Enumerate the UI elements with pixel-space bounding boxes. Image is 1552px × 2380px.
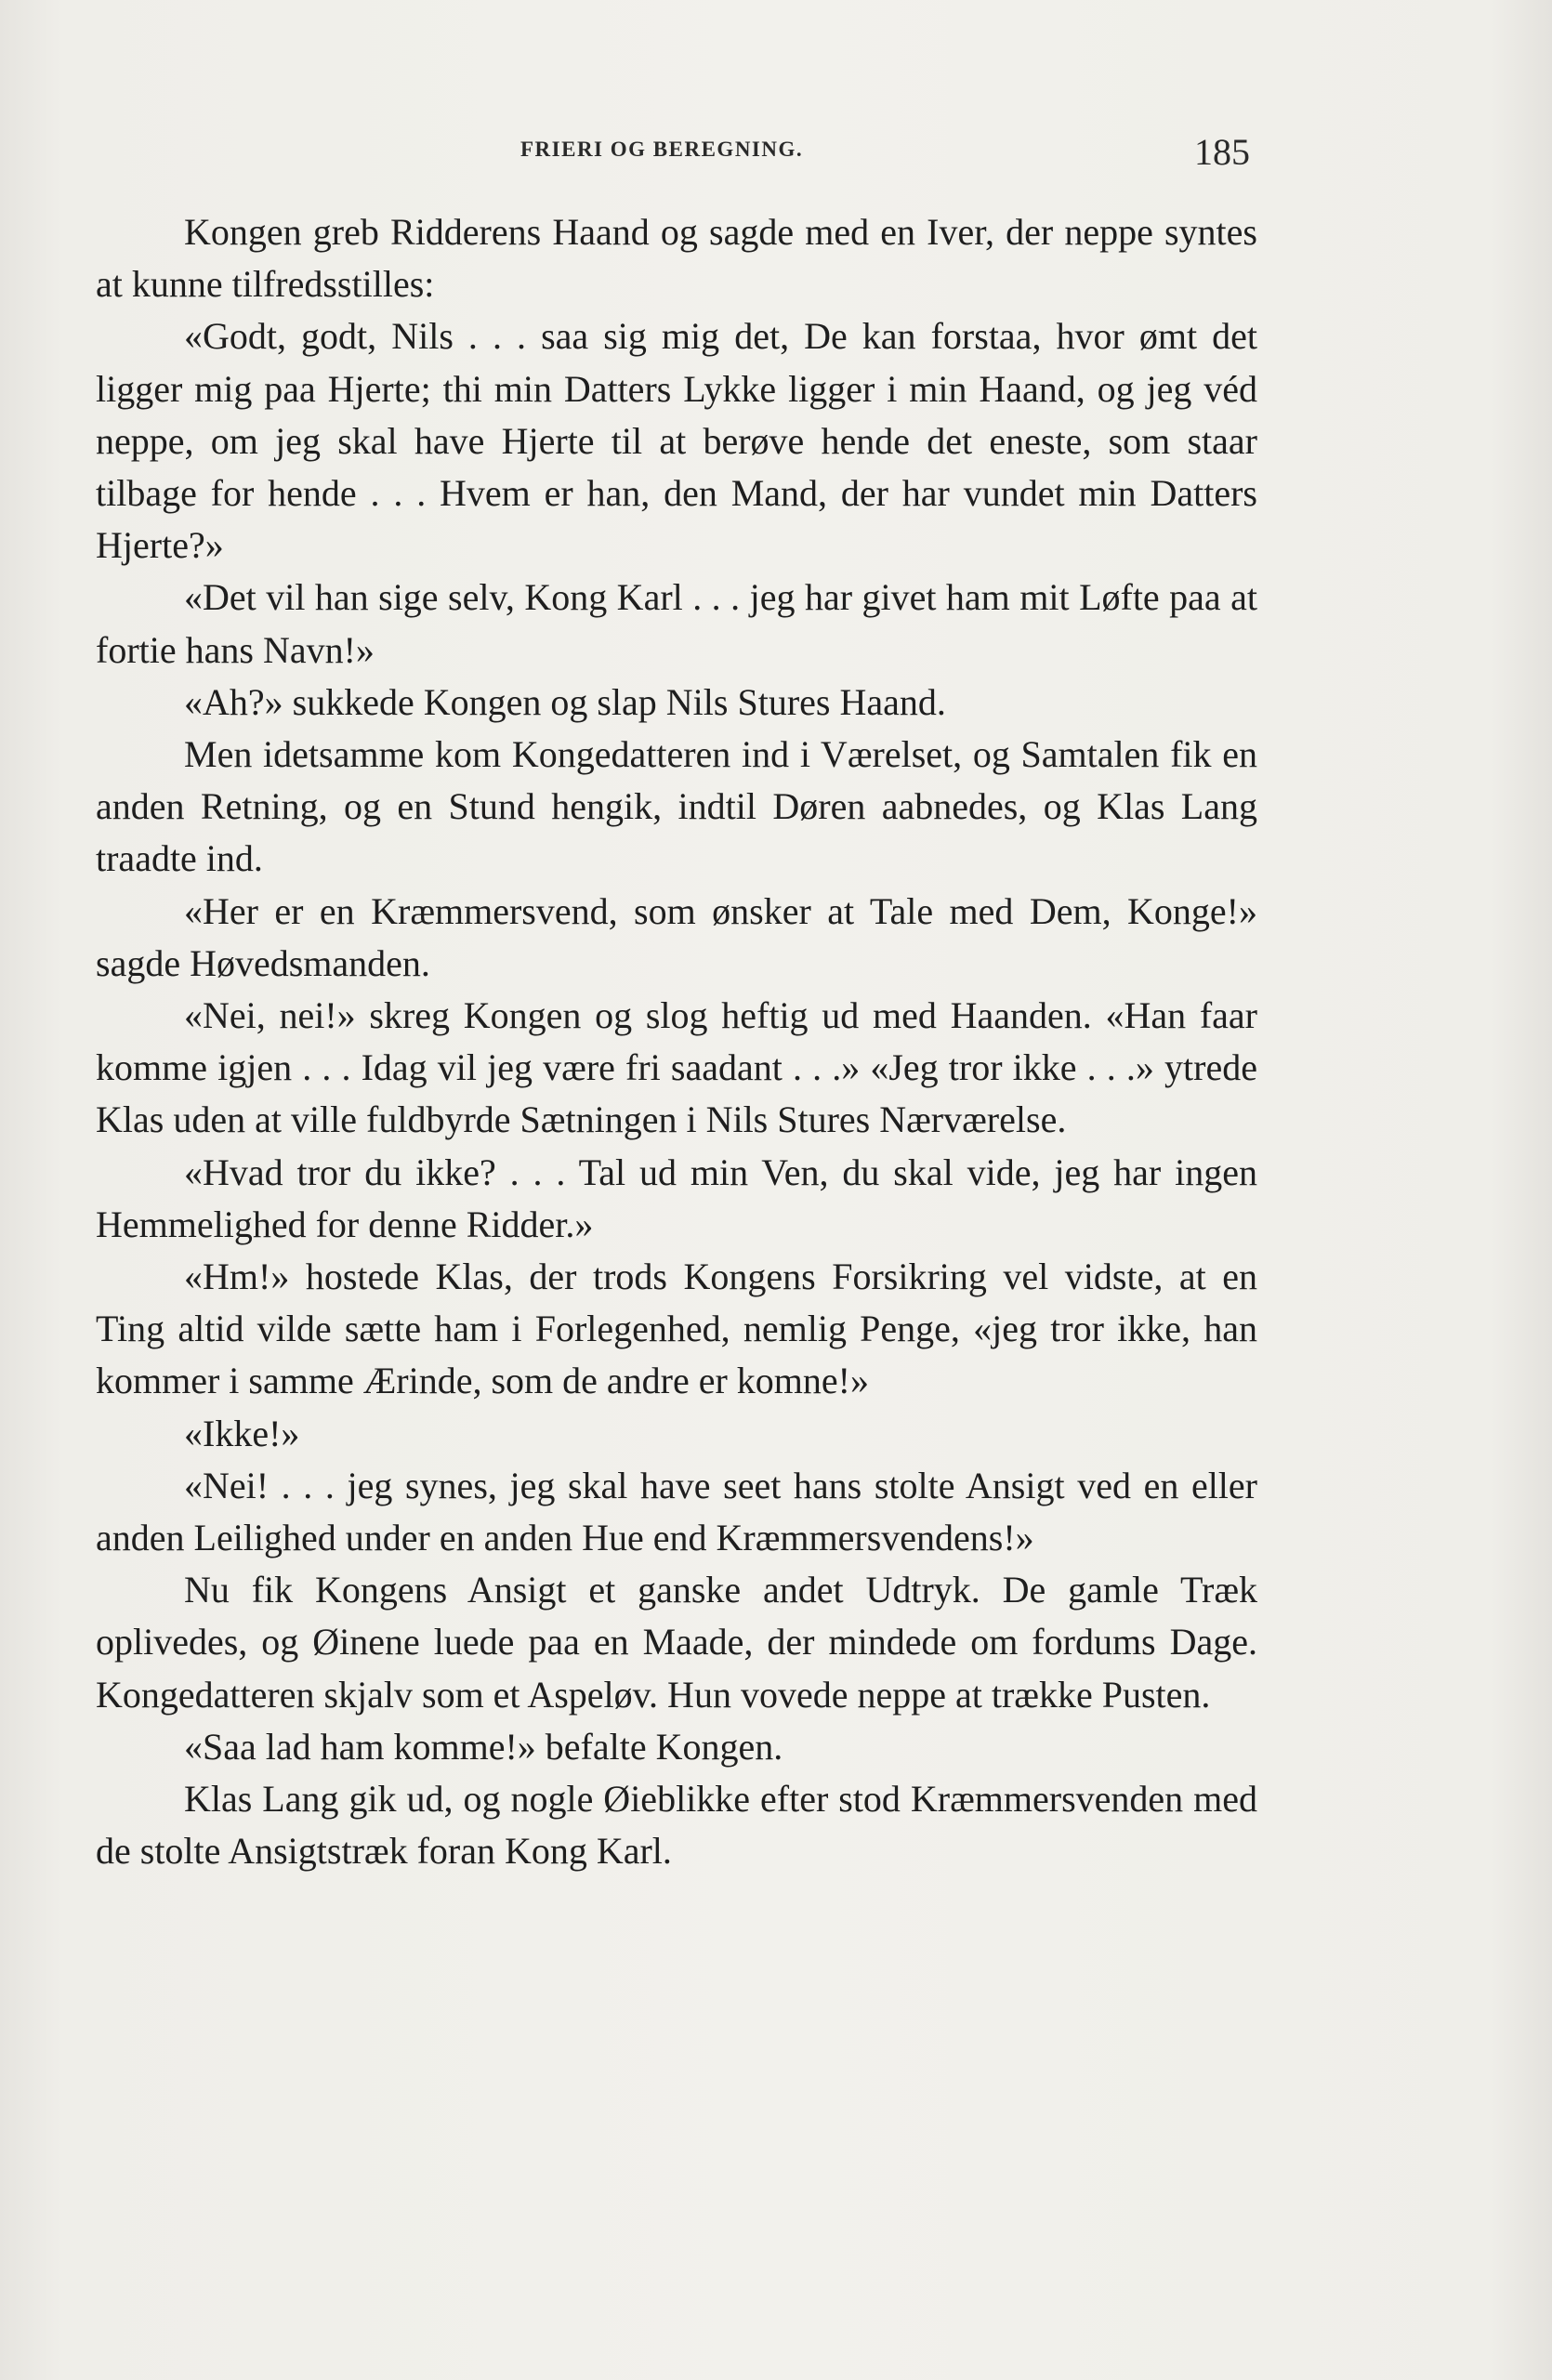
paragraph: «Hvad tror du ikke? . . . Tal ud min Ven, du skal vide, jeg har ingen Hemmelighed for denne Ridder.» (96, 1151, 1257, 1245)
paragraph: Klas Lang gik ud, og nogle Øieblikke efter stod Kræmmersvenden med de stolte Ansigtstræk foran Kong Karl. (96, 1778, 1257, 1873)
paragraph: «Her er en Kræmmersvend, som ønsker at Tale med Dem, Konge!» sagde Høvedsmanden. (96, 889, 1257, 984)
paragraph: «Det vil han sige selv, Kong Karl . . . jeg har givet ham mit Løfte paa at fortie hans Navn!» (96, 576, 1257, 671)
paragraph: «Hm!» hostede Klas, der trods Kongens Forsikring vel vidste, at en Ting altid vilde sætte ham i Forlegenhed, nemlig Penge, «jeg tror ikke, han kommer i samme Ærinde, som de andre er komne!» (96, 1256, 1257, 1402)
paragraph: «Nei! . . . jeg synes, jeg skal have seet hans stolte Ansigt ved en eller anden Leilighed under en anden Hue end Kræmmersvendens!» (96, 1464, 1257, 1559)
paragraph: «Nei, nei!» skreg Kongen og slog heftig ud med Haanden. «Han faar komme igjen . . . Idag vil jeg være fri saadant . . .» «Jeg tror ikke . . .» ytrede Klas uden at ville fuldbyrde Sætningen i Nils Stures Nærværelse. (96, 994, 1257, 1141)
paragraph: «Godt, godt, Nils . . . saa sig mig det, De kan forstaa, hvor ømt det ligger mig paa Hjerte; thi min Datters Lykke ligger i min Haand, og jeg véd neppe, om jeg skal have Hjerte til at berøve hende det eneste, som staar tilbage for hende . . . Hvem er han, den Mand, der har vundet min Datters Hjerte?» (96, 315, 1257, 567)
paragraph: Nu fik Kongens Ansigt et ganske andet Udtryk. De gamle Træk oplivedes, og Øinene luede paa en Maade, der mindede om fordums Dage. Kongedatteren skjalv som et Aspeløv. Hun vovede neppe at trække Pusten. (96, 1569, 1257, 1716)
running-head (0, 131, 1552, 175)
running-title: FRIERI OG BEREGNING. (520, 138, 804, 161)
paragraph: «Ah?» sukkede Kongen og slap Nils Stures Haand. (184, 680, 946, 723)
paragraph: «Ikke!» (184, 1412, 300, 1454)
text-body (96, 206, 1257, 1878)
page-number: 185 (1194, 131, 1250, 173)
paragraph: «Saa lad ham komme!» befalte Kongen. (184, 1725, 783, 1768)
paragraph: Men idetsamme kom Kongedatteren ind i Værelset, og Samtalen fik en anden Retning, og en Stund hengik, indtil Døren aabnedes, og Klas Lang traadte ind. (96, 733, 1257, 880)
paragraph: Kongen greb Ridderens Haand og sagde med en Iver, der neppe syntes at kunne tilfredsstilles: (96, 211, 1257, 306)
